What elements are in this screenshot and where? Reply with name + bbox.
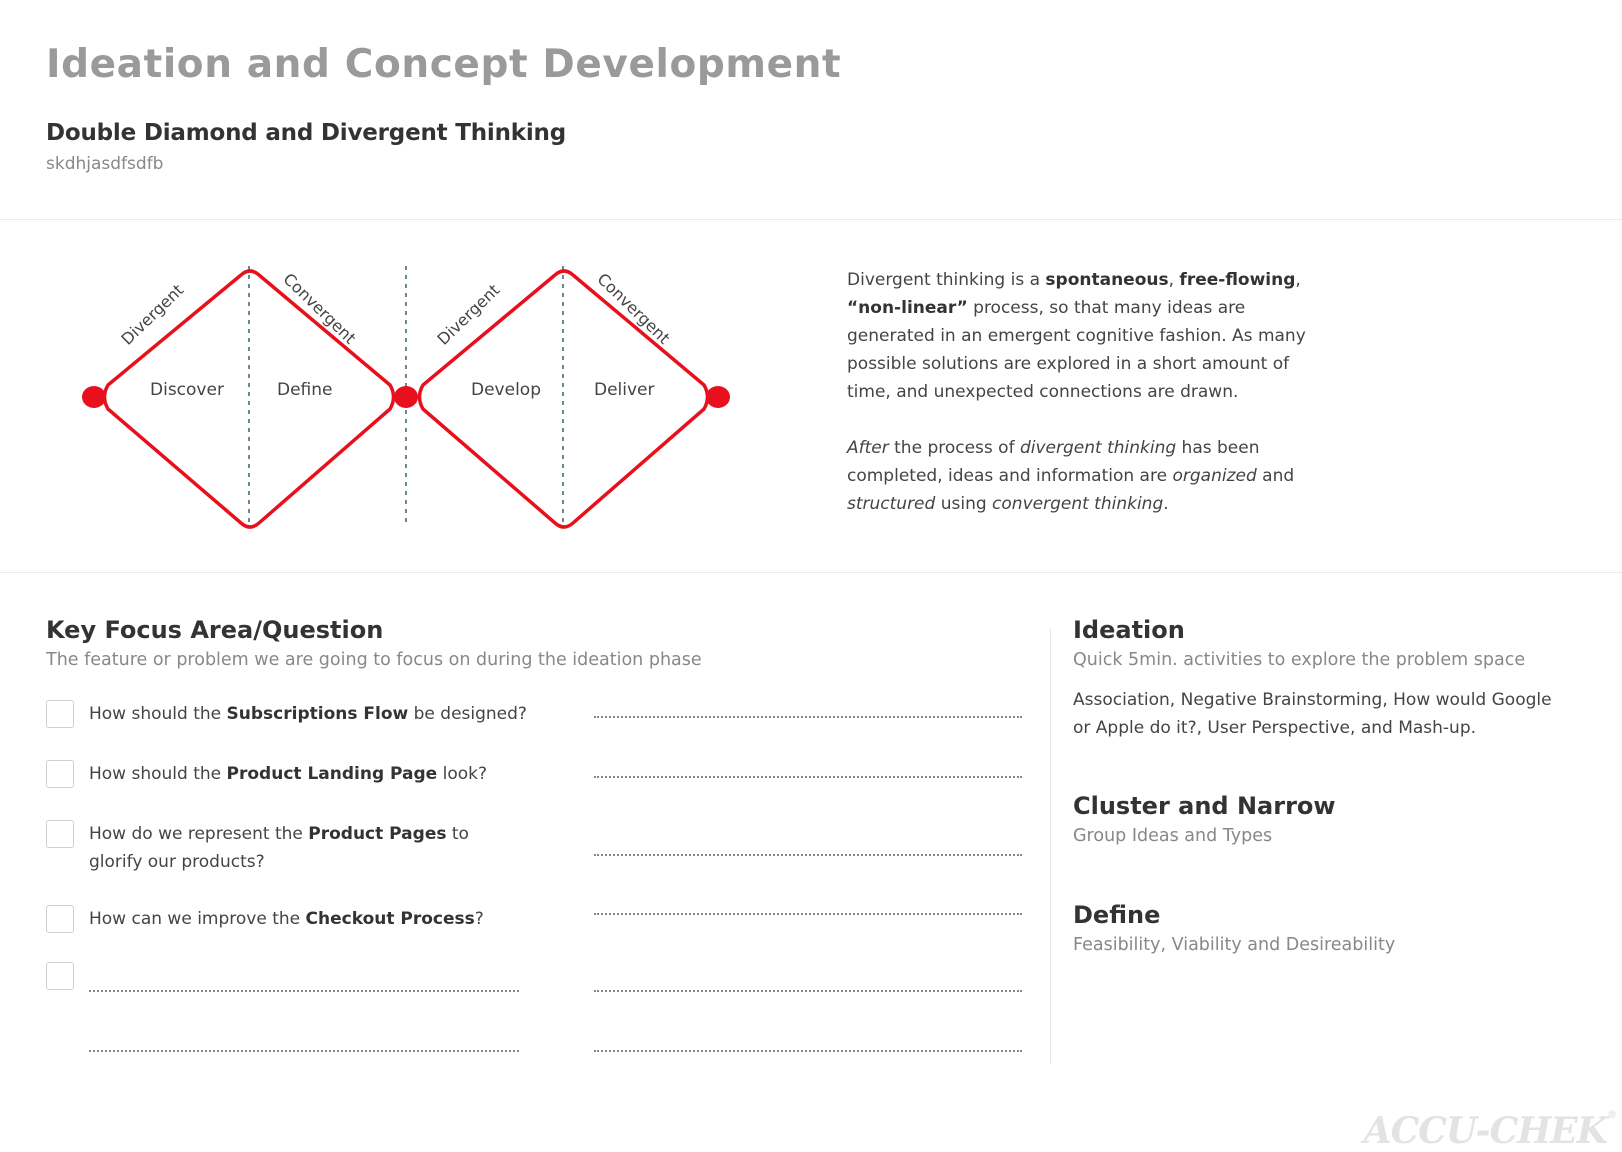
cluster-subtitle: Group Ideas and Types xyxy=(1073,826,1273,846)
phase-label-discover: Discover xyxy=(150,380,224,400)
divergent-thinking-description xyxy=(847,266,1327,546)
section-subtitle: Double Diamond and Divergent Thinking xyxy=(46,120,566,146)
middle-node xyxy=(394,386,418,408)
cluster-title: Cluster and Narrow xyxy=(1073,792,1336,820)
intro-paragraph-2: After the process of divergent thinking has been completed, ideas and information are organized and structured using convergent thinking. xyxy=(847,438,1295,514)
brand-logo: ACCU-CHEK® xyxy=(1363,1110,1616,1152)
divider xyxy=(0,572,1622,573)
define-subtitle: Feasibility, Viability and Desireability xyxy=(1073,935,1396,955)
phase-label-deliver: Deliver xyxy=(594,380,655,400)
subtitle-note: skdhjasdfsdfb xyxy=(46,154,164,174)
define-title: Define xyxy=(1073,901,1161,929)
question-checkbox[interactable] xyxy=(46,760,74,788)
page-title: Ideation and Concept Development xyxy=(46,42,842,87)
phase-label-define: Define xyxy=(277,380,333,400)
answer-line[interactable] xyxy=(594,913,1022,915)
intro-paragraph-1: Divergent thinking is a spontaneous, free-flowing, “non-linear” process, so that many ideas are generated in an emergent cognitive fashion. As many possible solutions are explored in a short amount of time, and unexpected connections are drawn. xyxy=(847,270,1306,402)
question-checkbox[interactable] xyxy=(46,962,74,990)
question-checkbox[interactable] xyxy=(46,905,74,933)
answer-line[interactable] xyxy=(594,990,1022,992)
question-blank-line[interactable] xyxy=(89,1050,519,1052)
focus-subtitle: The feature or problem we are going to focus on during the ideation phase xyxy=(46,650,702,670)
edge-label-divergent-1: Divergent xyxy=(117,280,188,349)
ideation-activities: Association, Negative Brainstorming, How would Google or Apple do it?, User Perspective, and Mash-up. xyxy=(1073,690,1552,738)
edge-label-convergent-2: Convergent xyxy=(593,269,674,348)
answer-line[interactable] xyxy=(594,776,1022,778)
phase-label-develop: Develop xyxy=(471,380,541,400)
question-checkbox[interactable] xyxy=(46,700,74,728)
column-divider xyxy=(1050,628,1051,1064)
edge-label-divergent-2: Divergent xyxy=(433,280,504,349)
focus-title: Key Focus Area/Question xyxy=(46,616,384,644)
answer-line[interactable] xyxy=(594,1050,1022,1052)
question-text: How should the Product Landing Page look? xyxy=(89,764,488,784)
question-checkbox[interactable] xyxy=(46,820,74,848)
answer-line[interactable] xyxy=(594,716,1022,718)
question-text: How can we improve the Checkout Process? xyxy=(89,909,484,929)
question-text: How do we represent the Product Pages to glorify our products? xyxy=(89,824,469,872)
answer-line[interactable] xyxy=(594,854,1022,856)
double-diamond-diagram xyxy=(0,0,760,560)
ideation-subtitle: Quick 5min. activities to explore the problem space xyxy=(1073,650,1526,670)
question-text: How should the Subscriptions Flow be designed? xyxy=(89,704,527,724)
start-node xyxy=(82,386,106,408)
end-node xyxy=(706,386,730,408)
question-blank-line[interactable] xyxy=(89,990,519,992)
ideation-title: Ideation xyxy=(1073,616,1185,644)
edge-label-convergent-1: Convergent xyxy=(279,269,360,348)
